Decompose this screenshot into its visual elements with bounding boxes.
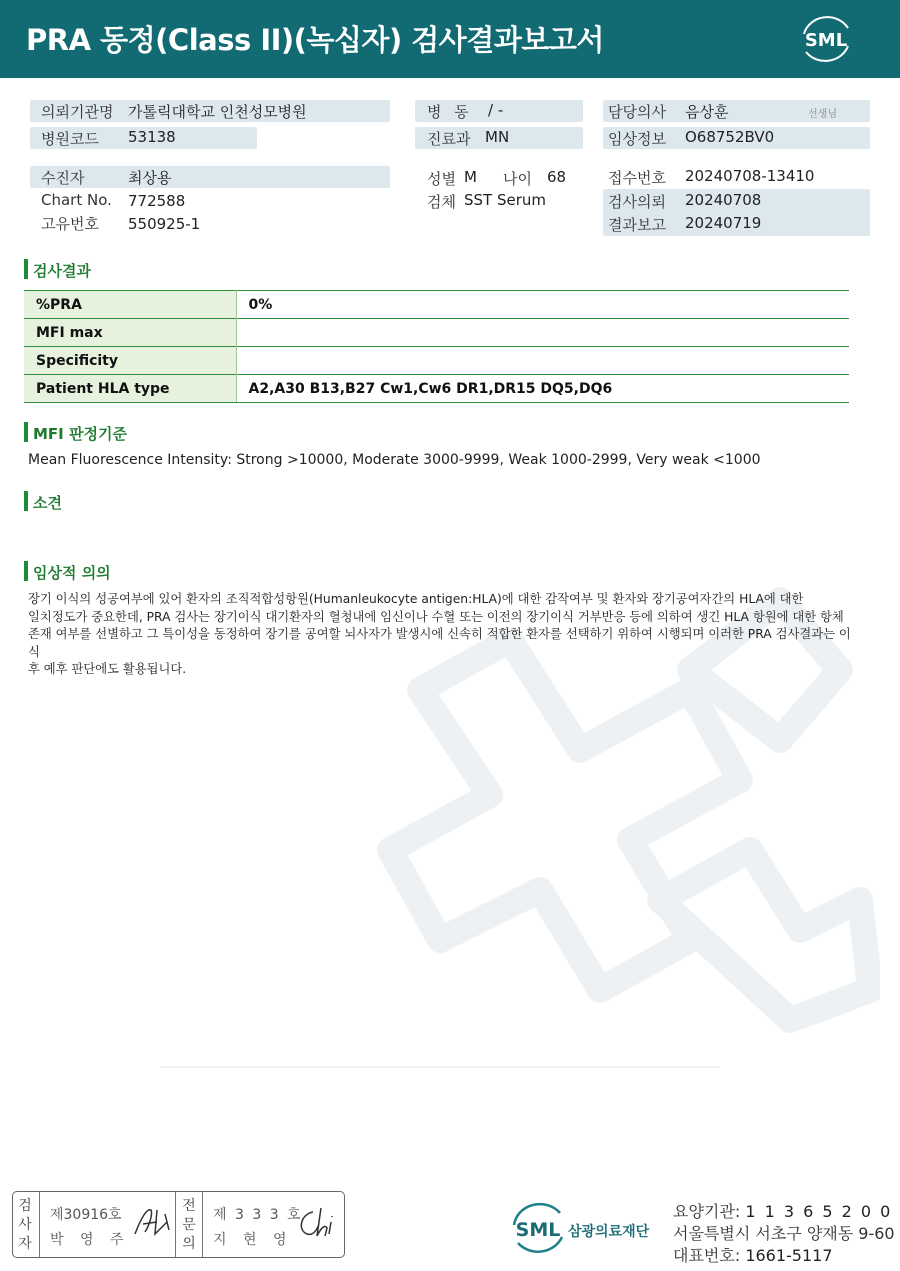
result-value [236, 347, 849, 375]
specialist-role: 전 문 의 [182, 1198, 196, 1252]
unique-no-label: 고유번호 [41, 215, 99, 233]
sex-value: M [464, 168, 477, 186]
patient-label: 수진자 [41, 169, 85, 187]
clinical-info-label: 임상정보 [608, 130, 666, 148]
specimen-label: 검체 [427, 193, 456, 211]
footer-sml-logo-icon [510, 1199, 660, 1257]
examiner-license: 제30916호 [50, 1207, 122, 1223]
result-key: MFI max [24, 319, 236, 347]
section-title-clinical: 임상적 의의 [33, 564, 111, 582]
chart-no-value: 772588 [128, 192, 186, 210]
table-row [24, 291, 849, 319]
institution-code-label: 요양기관: [673, 1202, 741, 1221]
result-key: %PRA [24, 291, 236, 319]
section-title-results: 검사결과 [33, 262, 91, 280]
svg-text:SML: SML [804, 30, 848, 51]
signature-divider [39, 1192, 40, 1257]
signature-divider [175, 1192, 176, 1257]
section-bar-results [24, 259, 28, 279]
doctor-label: 담당의사 [608, 103, 666, 121]
clinical-significance-text [28, 591, 858, 679]
phone-line [673, 1243, 833, 1266]
sex-label: 성별 [427, 170, 456, 188]
svg-text:SML: SML [515, 1219, 561, 1241]
report-date-value: 20240719 [685, 214, 762, 232]
examiner-name: 박 영 주 [50, 1232, 130, 1248]
specialist-signature-icon [295, 1204, 339, 1244]
section-bar-clinical [24, 561, 28, 581]
department-label: 진료과 [427, 130, 471, 148]
clinical-line: 후 예후 판단에도 활용됩니다. [28, 662, 187, 676]
svg-text:삼광의료재단: 삼광의료재단 [568, 1224, 650, 1240]
clinical-info-value: O68752BV0 [685, 128, 775, 146]
receipt-no-value: 20240708-13410 [685, 167, 815, 185]
signature-box [12, 1191, 345, 1258]
address-line: 서울특별시 서초구 양재동 9-60 [673, 1224, 895, 1243]
institution-code-line [673, 1199, 892, 1222]
hospital-code-value: 53138 [128, 128, 176, 146]
phone-label: 대표번호: [673, 1246, 741, 1265]
examiner-role: 검 사 자 [18, 1198, 32, 1252]
department-value: MN [485, 128, 510, 146]
request-date-value: 20240708 [685, 191, 762, 209]
table-row [24, 319, 849, 347]
doctor-value: 음상훈 [685, 103, 729, 121]
table-row [24, 375, 849, 403]
hospital-code-label: 병원코드 [41, 130, 99, 148]
report-header [0, 0, 900, 78]
result-key: Specificity [24, 347, 236, 375]
mfi-criteria-text: Mean Fluorescence Intensity: Strong >10000, Moderate 3000-9999, Weak 1000-2999, Very weak <1000 [28, 452, 761, 468]
ward-label: 병 동 [427, 103, 473, 121]
institution-label: 의뢰기관명 [41, 103, 114, 121]
section-title-mfi: MFI 판정기준 [33, 425, 127, 443]
result-key: Patient HLA type [24, 375, 236, 403]
unique-no-value: 550925-1 [128, 215, 201, 233]
examiner-signature-icon [131, 1204, 175, 1240]
results-table [24, 290, 849, 403]
result-value: A2,A30 B13,B27 Cw1,Cw6 DR1,DR15 DQ5,DQ6 [236, 375, 849, 403]
request-date-label: 검사의뢰 [608, 193, 666, 211]
result-value: 0% [236, 291, 849, 319]
ward-value: / - [488, 101, 504, 119]
result-value [236, 319, 849, 347]
age-value: 68 [547, 168, 567, 186]
signature-divider [202, 1192, 203, 1257]
phone-value: 1661-5117 [745, 1246, 833, 1265]
specimen-value: SST Serum [464, 191, 547, 209]
clinical-line: 장기 이식의 성공여부에 있어 환자의 조직적합성항원(Humanleukocyte antigen:HLA)에 대한 감작여부 및 환자와 장기공여자간의 HLA에 대한 [28, 592, 804, 606]
institution-code-value: 1 1 3 6 5 2 0 0 [745, 1202, 893, 1221]
table-row [24, 347, 849, 375]
report-date-label: 결과보고 [608, 216, 666, 234]
doctor-suffix: 선생님 [808, 109, 837, 120]
report-title: PRA 동정(Class II)(녹십자) 검사결과보고서 [26, 23, 604, 57]
institution-value: 가톨릭대학교 인천성모병원 [128, 103, 307, 121]
watermark-line [160, 1066, 720, 1068]
specialist-license: 제 3 3 3 호 [213, 1207, 303, 1223]
specialist-name: 지 현 영 [213, 1232, 293, 1248]
chart-no-label: Chart No. [41, 191, 112, 209]
section-bar-opinion [24, 491, 28, 511]
age-label: 나이 [503, 170, 532, 188]
sml-logo-icon [796, 12, 856, 66]
section-title-opinion: 소견 [33, 494, 62, 512]
section-bar-mfi [24, 422, 28, 442]
clinical-line: 일치정도가 중요한데, PRA 검사는 장기이식 대기환자의 혈청내에 임신이나 수혈 또는 이전의 장기이식 거부반응 등에 의하여 생긴 HLA 항원에 대한 항체 [28, 609, 844, 624]
receipt-no-label: 접수번호 [608, 169, 666, 187]
clinical-line: 존재 여부를 선별하고 그 특이성을 동정하여 장기를 공여할 뇌사자가 발생시에 신속히 적합한 환자를 선택하기 위하여 시행되며 이러한 PRA 검사결과는 이식 [28, 627, 851, 659]
patient-value: 최상용 [128, 169, 172, 187]
